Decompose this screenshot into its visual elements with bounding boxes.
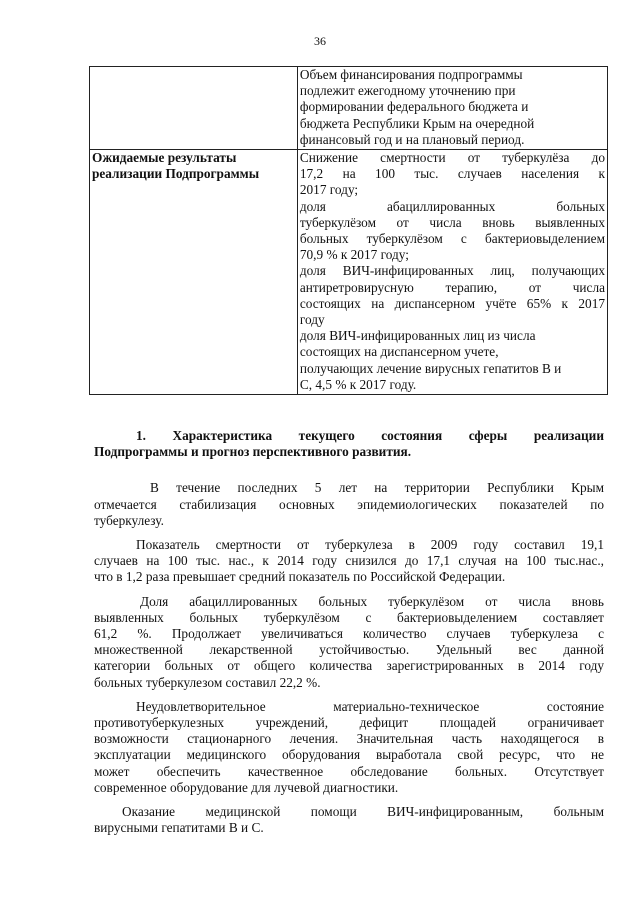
cell-text-line: 70,9 % к 2017 году; (299, 247, 409, 263)
subprogram-passport-table (89, 66, 608, 395)
paragraph-line: Оказание медицинской помощи ВИЧ-инфицированным, больным (122, 804, 604, 820)
paragraph-line: множественной лекарственной устойчивостью. Удельный вес данной (94, 642, 604, 658)
paragraph-line: 61,2 %. Продолжает увеличиваться количество случаев туберкулеза с (94, 626, 604, 642)
paragraph (94, 537, 604, 586)
cell-text-line: состоящих на диспансерном учете, (299, 344, 499, 360)
paragraph-line: возможности стационарного лечения. Значительная часть находящегося в (94, 731, 604, 747)
paragraph-line: вирусными гепатитами В и С. (94, 820, 264, 836)
cell-text-line: финансовый год и на плановый период. (299, 131, 525, 147)
paragraph (94, 480, 604, 529)
paragraph-line: эксплуатации медицинского оборудования выработала свой ресурс, что не (94, 747, 604, 763)
paragraph-line: Доля абациллированных больных туберкулёзом от числа вновь (140, 593, 604, 609)
cell-text-line: антиретровирусную терапию, от числа (299, 279, 605, 295)
table-row-financing (90, 67, 608, 150)
paragraph-line: отмечается стабилизация основных эпидемиологических показателей по (94, 496, 604, 512)
document-body (94, 428, 604, 844)
cell-text-line: получающих лечение вирусных гепатитов В и (299, 360, 562, 376)
cell-text-line: формировании федерального бюджета и (299, 99, 529, 115)
table-cell-financing (297, 67, 607, 150)
cell-text-line: 17,2 на 100 тыс. случаев населения к (299, 166, 605, 182)
paragraph (94, 699, 604, 796)
cell-text-line: Снижение смертности от туберкулёза до (299, 150, 605, 166)
paragraph (94, 594, 604, 691)
page-number: 36 (314, 34, 326, 48)
cell-text-line: больных туберкулёзом с бактериовыделением (299, 231, 605, 247)
table-cell-label-empty (90, 67, 298, 150)
cell-text-line: доля ВИЧ-инфицированных лиц, получающих (299, 263, 605, 279)
cell-text-line: С, 4,5 % к 2017 году. (299, 376, 417, 392)
cell-text-line: подлежит ежегодному уточнению при (299, 83, 516, 99)
table-cell-label-expected-results (90, 150, 298, 395)
paragraph-line: Показатель смертности от туберкулеза в 2009 году составил 19,1 (136, 537, 604, 553)
table-cell-expected-results (297, 150, 607, 395)
section-heading-line: Подпрограммы и прогноз перспективного развития. (94, 444, 412, 460)
label-line: реализации Подпрограммы (92, 166, 260, 182)
paragraph-line: может обеспечить качественное обследование больных. Отсутствует (94, 763, 604, 779)
label-line: Ожидаемые результаты (92, 150, 237, 166)
cell-text-line: Объем финансирования подпрограммы (299, 67, 523, 82)
paragraph-line: Неудовлетворительное материально-техническое состояние (136, 698, 604, 714)
paragraph-line: больных туберкулезом составил 22,2 %. (94, 674, 321, 690)
cell-text-line: доля ВИЧ-инфицированных лиц из числа (299, 328, 536, 344)
section-heading (94, 428, 604, 460)
paragraph (94, 804, 604, 836)
paragraphs (94, 480, 604, 836)
cell-text-line: состоящих на диспансерном учёте 65% к 2017 (299, 295, 605, 311)
paragraph-line: туберкулезу. (94, 512, 164, 528)
paragraph-line: В течение последних 5 лет на территории Республики Крым (150, 480, 604, 496)
cell-text-line: бюджета Республики Крым на очередной (299, 115, 535, 131)
paragraph-line: случаев на 100 тыс. нас., к 2014 году снизился до 17,1 случая на 100 тыс.нас., (94, 553, 604, 569)
paragraph-line: что в 1,2 раза превышает средний показатель по Российской Федерации. (94, 569, 506, 585)
paragraph-line: выявленных больных туберкулёзом с бактериовыделением составляет (94, 609, 604, 625)
section-heading-line: 1. Характеристика текущего состояния сферы реализации (136, 428, 604, 443)
cell-text-line: туберкулёзом от числа вновь выявленных (299, 214, 605, 230)
cell-text-line: 2017 году; (299, 182, 359, 198)
cell-text-line: доля абациллированных больных (299, 198, 605, 214)
cell-text-line: году (299, 312, 325, 328)
paragraph-line: противотуберкулезных учреждений, дефицит площадей ограничивает (94, 715, 604, 731)
table-row-expected-results (90, 150, 608, 395)
paragraph-line: категории больных от общего количества зарегистрированных в 2014 году (94, 658, 604, 674)
paragraph-line: современное оборудование для лучевой диагностики. (94, 779, 399, 795)
